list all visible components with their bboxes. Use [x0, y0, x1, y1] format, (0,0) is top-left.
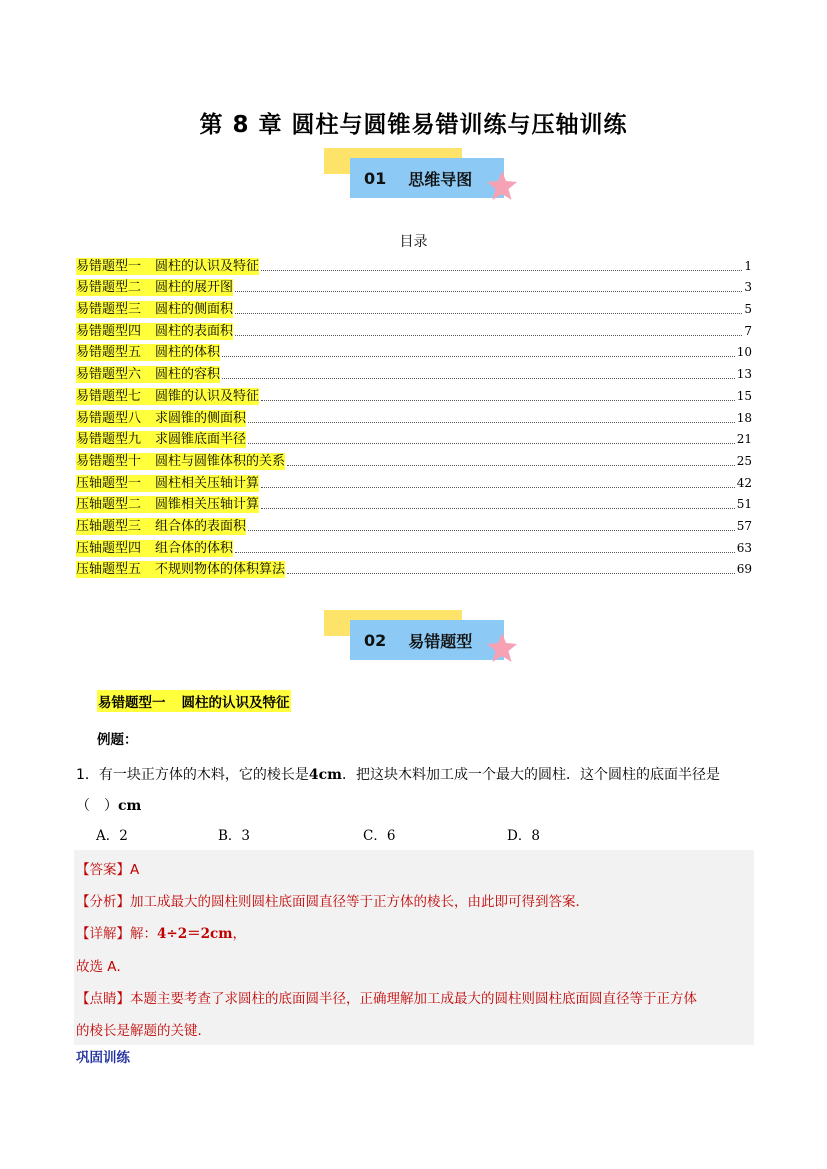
toc-entry[interactable] [76, 405, 752, 427]
question-blank: （ ） [76, 798, 118, 814]
toc-entry-topic: 组合体的表面积 [155, 518, 247, 534]
toc-entry-page: 57 [736, 518, 752, 533]
toc-entry-page: 1 [744, 258, 752, 273]
toc-leader-dots [235, 335, 742, 336]
toc-entry-page: 42 [736, 475, 752, 490]
document-title: 第 8 章 圆柱与圆锥易错训练与压轴训练 [199, 112, 628, 138]
toc-entry[interactable] [76, 275, 752, 297]
toc-entry-tag: 易错题型二 [76, 280, 142, 296]
toc-entry-tag: 易错题型五 [76, 345, 142, 361]
toc-entry-topic: 圆柱相关压轴计算 [155, 475, 260, 491]
toc-entry-tag: 压轴题型二 [76, 497, 142, 513]
detail-suffix: ， [232, 926, 246, 942]
toc-entry-page: 7 [744, 323, 752, 338]
toc-entry-label [76, 388, 259, 405]
toc-leader-dots [235, 313, 742, 314]
question-unit: cm [118, 798, 142, 814]
toc-entry-page: 3 [744, 280, 752, 295]
toc-entry-topic: 圆柱的容积 [155, 367, 221, 383]
toc-entry-topic: 组合体的体积 [155, 540, 234, 556]
toc-entry-label [76, 279, 233, 296]
toc-leader-dots [248, 422, 735, 423]
toc-entry[interactable] [76, 557, 752, 579]
toc-entry-tag: 易错题型四 [76, 323, 142, 339]
answer-line [76, 858, 139, 878]
analysis-line [76, 890, 589, 910]
toc-entry-label [76, 258, 259, 275]
solution-box [74, 850, 754, 1045]
toc-entry-topic: 圆柱的展开图 [155, 280, 234, 296]
toc-leader-dots [248, 530, 735, 531]
toc-entry-tag: 压轴题型三 [76, 518, 142, 534]
comment-tag: 【点睛】 [76, 991, 130, 1007]
toc-entry-topic: 求圆锥底面半径 [155, 432, 247, 448]
toc-entry[interactable] [76, 383, 752, 405]
toc-entry-page: 15 [736, 388, 752, 403]
toc-entry[interactable] [76, 470, 752, 492]
toc-entry-tag: 易错题型一 [76, 258, 142, 274]
toc-leader-dots [261, 508, 735, 509]
option-b: B．3 [218, 828, 251, 844]
toc-entry-label [76, 431, 246, 448]
section-banner-error-types [324, 610, 524, 670]
toc-entry[interactable] [76, 361, 752, 383]
toc-entry-label [76, 301, 233, 318]
toc-entry-label [76, 344, 220, 361]
toc-entry[interactable] [76, 535, 752, 557]
toc-entry-page: 5 [744, 302, 752, 317]
section-number: 01 [364, 168, 387, 188]
toc-leader-dots [235, 552, 735, 553]
toc-entry-page: 69 [736, 562, 752, 577]
table-of-contents [76, 253, 752, 578]
comment-line-2: 的棱长是解题的关键． [76, 1023, 211, 1039]
detail-line [76, 922, 246, 942]
question-part2: ．把这块木料加工成一个最大的圆柱．这个圆柱的底面半径是 [342, 767, 720, 783]
toc-leader-dots [248, 443, 735, 444]
toc-entry-tag: 易错题型八 [76, 410, 142, 426]
type-heading [97, 690, 291, 712]
toc-entry-tag: 压轴题型一 [76, 475, 142, 491]
toc-entry-topic: 不规则物体的体积算法 [155, 562, 286, 578]
toc-entry[interactable] [76, 318, 752, 340]
toc-entry-page: 51 [736, 497, 752, 512]
answer-tag: 【答案】 [76, 862, 130, 878]
toc-entry-label [76, 496, 259, 513]
comment-line-1 [76, 987, 697, 1007]
toc-entry-tag: 易错题型十 [76, 453, 142, 469]
banner-label-box [350, 620, 504, 660]
toc-leader-dots [287, 573, 735, 574]
section-banner-mindmap [324, 148, 524, 208]
toc-entry-label [76, 475, 259, 492]
toc-entry-topic: 圆柱的表面积 [155, 323, 234, 339]
detail-prefix: 解： [130, 926, 157, 942]
toc-entry-tag: 易错题型七 [76, 388, 142, 404]
toc-entry-label [76, 561, 285, 578]
comment-text-1: 本题主要考查了求圆柱的底面圆半径，正确理解加工成最大的圆柱则圆柱底面圆直径等于正方体 [130, 991, 697, 1007]
section-label: 易错题型 [408, 631, 473, 651]
toc-leader-dots [261, 487, 735, 488]
type-heading-tag: 易错题型一 [98, 695, 166, 711]
detail-formula: 4÷2＝2cm [157, 926, 233, 942]
type-heading-topic: 圆柱的认识及特征 [181, 695, 290, 711]
toc-entry-page: 25 [736, 453, 752, 468]
toc-entry[interactable] [76, 492, 752, 514]
answer-value: A [130, 862, 140, 878]
toc-entry-label [76, 540, 233, 557]
option-c: C．6 [363, 828, 396, 844]
question-part1: 1．有一块正方体的木料，它的棱长是 [76, 767, 309, 783]
toc-entry-topic: 圆锥相关压轴计算 [155, 497, 260, 513]
toc-entry[interactable] [76, 296, 752, 318]
toc-entry[interactable] [76, 513, 752, 535]
toc-entry-label [76, 518, 246, 535]
practice-label: 巩固训练 [76, 1050, 130, 1066]
toc-entry-label [76, 366, 220, 383]
question-text [76, 760, 756, 822]
toc-entry-label [76, 410, 246, 427]
toc-leader-dots [261, 400, 735, 401]
detail-tag: 【详解】 [76, 926, 130, 942]
toc-entry-label [76, 323, 233, 340]
star-icon [486, 170, 518, 202]
toc-entry-tag: 易错题型六 [76, 367, 142, 383]
analysis-tag: 【分析】 [76, 894, 130, 910]
toc-entry[interactable] [76, 427, 752, 449]
toc-entry-topic: 圆柱的认识及特征 [155, 258, 260, 274]
option-d: D．8 [507, 828, 540, 844]
toc-entry-tag: 易错题型三 [76, 302, 142, 318]
toc-entry[interactable] [76, 340, 752, 362]
toc-leader-dots [235, 291, 742, 292]
choice-line: 故选 A． [76, 959, 131, 975]
analysis-text: 加工成最大的圆柱则圆柱底面圆直径等于正方体的棱长，由此即可得到答案． [130, 894, 589, 910]
toc-entry-page: 10 [736, 345, 752, 360]
banner-label-box [350, 158, 504, 198]
toc-entry-label [76, 453, 285, 470]
toc-entry-page: 18 [736, 410, 752, 425]
toc-entry-topic: 圆柱与圆锥体积的关系 [155, 453, 286, 469]
toc-entry-page: 13 [736, 367, 752, 382]
option-a: A．2 [96, 828, 128, 844]
toc-heading: 目录 [399, 234, 428, 250]
toc-entry-topic: 圆柱的侧面积 [155, 302, 234, 318]
toc-entry-topic: 求圆锥的侧面积 [155, 410, 247, 426]
toc-entry-tag: 压轴题型五 [76, 562, 142, 578]
star-icon [486, 632, 518, 664]
toc-leader-dots [222, 356, 735, 357]
toc-entry[interactable] [76, 448, 752, 470]
toc-entry-page: 63 [736, 540, 752, 555]
toc-entry-topic: 圆锥的认识及特征 [155, 388, 260, 404]
section-label: 思维导图 [408, 169, 473, 189]
toc-entry-tag: 压轴题型四 [76, 540, 142, 556]
toc-entry[interactable] [76, 253, 752, 275]
toc-entry-page: 21 [736, 432, 752, 447]
toc-entry-topic: 圆柱的体积 [155, 345, 221, 361]
toc-entry-tag: 易错题型九 [76, 432, 142, 448]
toc-leader-dots [261, 270, 742, 271]
toc-leader-dots [222, 378, 735, 379]
example-label: 例题： [97, 732, 138, 748]
toc-leader-dots [287, 465, 735, 466]
section-number: 02 [364, 630, 387, 650]
question-edge: 4cm [308, 767, 342, 783]
